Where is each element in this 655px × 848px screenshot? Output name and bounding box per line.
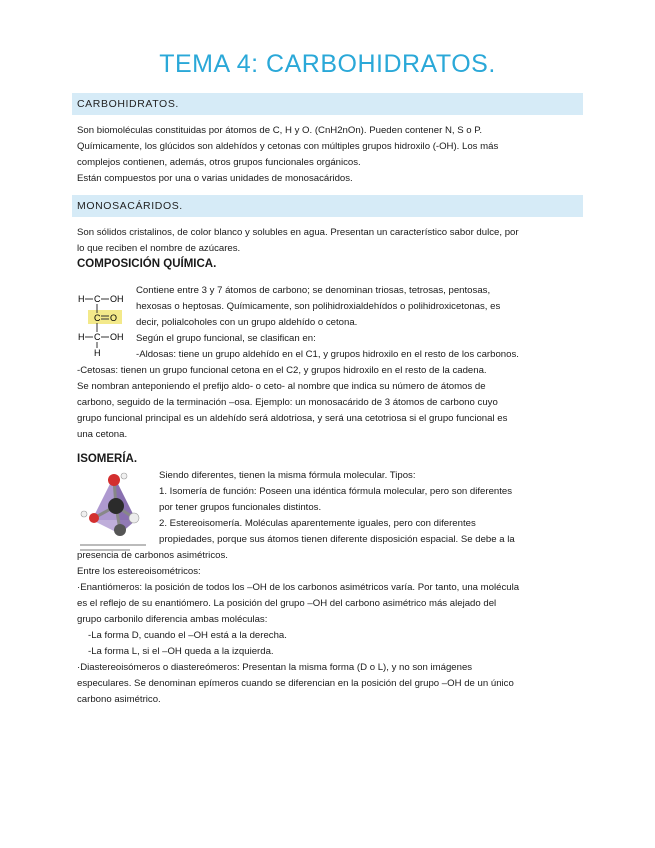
paragraph-line: Según el grupo funcional, se clasifican en: xyxy=(136,333,316,344)
subheading-composicion: COMPOSICIÓN QUÍMICA. xyxy=(77,258,217,270)
page-title: TEMA 4: CARBOHIDRATOS. xyxy=(159,50,496,78)
atom-label: OH xyxy=(110,332,124,342)
atom-label: H xyxy=(94,348,101,358)
atom-label: C xyxy=(94,332,101,342)
paragraph-line: carbono, seguido de la terminación –osa. Ejemplo: un monosacárido de 3 átomos de carbono cuyo xyxy=(77,397,498,408)
paragraph-line: carbono asimétrico. xyxy=(77,694,161,705)
section-heading: MONOSACÁRIDOS. xyxy=(77,200,183,212)
atom-label: H xyxy=(78,294,85,304)
asymmetric-carbon-model-figure xyxy=(76,470,152,556)
paragraph-line: propiedades, porque sus átomos tienen diferente disposición espacial. Se debe a la xyxy=(159,534,515,545)
paragraph-line: -La forma D, cuando el –OH está a la derecha. xyxy=(88,630,287,641)
paragraph-line: Se nombran anteponiendo el prefijo aldo- o ceto- al nombre que indica su número de átomos de xyxy=(77,381,486,392)
paragraph-line: complejos contienen, además, otros grupos funcionales orgánicos. xyxy=(77,157,361,168)
section-header-monosacaridos xyxy=(72,195,583,217)
paragraph-line: una cetona. xyxy=(77,429,128,440)
atom-label: H xyxy=(78,332,85,342)
atom-label: C xyxy=(94,313,101,323)
subheading-isomeria: ISOMERÍA. xyxy=(77,453,138,465)
section-heading: CARBOHIDRATOS. xyxy=(77,98,179,110)
atom-label: O xyxy=(110,313,118,323)
paragraph-line: Contiene entre 3 y 7 átomos de carbono; se denominan triosas, tetrosas, pentosas, xyxy=(136,285,491,296)
paragraph-line: hexosas o heptosas. Químicamente, son polihidroxialdehídos o polihidroxicetonas, es xyxy=(136,301,501,312)
aldehyde-structure-figure xyxy=(76,282,132,358)
paragraph-line: Son sólidos cristalinos, de color blanco y solubles en agua. Presentan un característico sabor dulce, por xyxy=(77,227,519,238)
paragraph-line: 2. Estereoisomería. Moléculas aparentemente iguales, pero con diferentes xyxy=(159,518,476,529)
paragraph-line: Entre los estereoisométricos: xyxy=(77,566,201,577)
paragraph-line: presencia de carbonos asimétricos. xyxy=(77,550,228,561)
paragraph-line: ·Enantiómeros: la posición de todos los –OH de los carbonos asimétricos varía. Por tanto, una molécula xyxy=(77,582,520,593)
section-header-carbohidratos xyxy=(72,93,583,115)
paragraph-line: decir, polialcoholes con un grupo aldehído o cetona. xyxy=(136,317,358,328)
paragraph-line: Siendo diferentes, tienen la misma fórmula molecular. Tipos: xyxy=(159,470,416,481)
paragraph-line: -La forma L, si el –OH queda a la izquierda. xyxy=(88,646,274,657)
paragraph-line: grupo funcional principal es un aldehído será aldotriosa, y será una cetotriosa si el grupo funcional es xyxy=(77,413,508,424)
paragraph-line: Están compuestos por una o varias unidades de monosacáridos. xyxy=(77,173,353,184)
paragraph-line: Son biomoléculas constituidas por átomos de C, H y O. (CnH2nOn). Pueden contener N, S o P. xyxy=(77,125,483,136)
paragraph-line: Químicamente, los glúcidos son aldehídos y cetonas con múltiples grupos hidroxilo (-OH). Los más xyxy=(77,141,499,152)
paragraph-line: es el reflejo de su enantiómero. La posición del grupo –OH del carbono asimétrico más alejado del xyxy=(77,598,497,609)
atom-label: OH xyxy=(110,294,124,304)
paragraph-line: -Aldosas: tiene un grupo aldehído en el C1, y grupos hidroxilo en el resto de los carbonos. xyxy=(136,349,519,360)
paragraph-line: -Cetosas: tienen un grupo funcional cetona en el C2, y grupos hidroxilo en el resto de la cadena. xyxy=(77,365,487,376)
paragraph-line: grupo carbonilo diferencia ambas moléculas: xyxy=(77,614,268,625)
atom-label: C xyxy=(94,294,101,304)
paragraph-line: ·Diastereoisómeros o diastereómeros: Presentan la misma forma (D o L), y no son imágenes xyxy=(77,662,473,673)
paragraph-line: por tener grupos funcionales distintos. xyxy=(159,502,322,513)
paragraph-line: especulares. Se denominan epímeros cuando se diferencian en la posición del grupo –OH de un único xyxy=(77,678,514,689)
paragraph-line: lo que reciben el nombre de azúcares. xyxy=(77,243,241,254)
paragraph-line: 1. Isomería de función: Poseen una idéntica fórmula molecular, pero son diferentes xyxy=(159,486,513,497)
